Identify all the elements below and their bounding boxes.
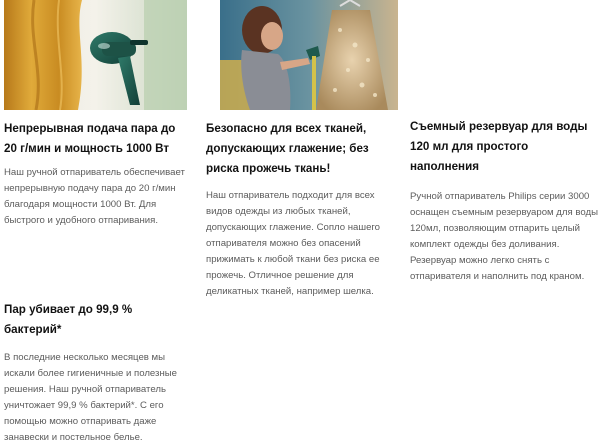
feature-safe-for-fabrics bbox=[206, 0, 386, 300]
feature-description: Наш отпариватель подходит для всех видов одежды из любых тканей, допускающих глажение. Сопло нашего отпаривателя можно без опасений прижимать к любой ткани без риска ее прожечь. Отличное решение для деликатных тканей, например шелка. bbox=[206, 190, 381, 297]
steamer-image bbox=[4, 0, 187, 110]
feature-title: Непрерывная подача пара до 20 г/мин и мощность 1000 Вт bbox=[4, 122, 176, 155]
feature-description: Ручной отпариватель Philips серии 3000 оснащен съемным резервуаром для воды 120мл, позволяющим отпарить целый комплект одежды без доливания. Резервуар можно легко снять с отпаривателя и наполнить под краном. bbox=[410, 191, 598, 282]
woman-steaming-image bbox=[220, 0, 398, 110]
feature-title: Съемный резервуар для воды 120 мл для простого наполнения bbox=[410, 120, 588, 173]
feature-description: Наш ручной отпариватель обеспечивает непрерывную подачу пара до 20 г/мин благодаря мощности 1000 Вт. Для быстрого и удобного отпаривания. bbox=[4, 167, 185, 226]
feature-title: Безопасно для всех тканей, допускающих глажение; без риска прожечь ткань! bbox=[206, 122, 369, 175]
feature-description: В последние несколько месяцев мы искали более гигиеничные и полезные решения. Наш ручной отпариватель уничтожает 99,9 % бактерий*. С его помощью можно отпаривать даже занавески и постельное белье. bbox=[4, 352, 177, 443]
feature-title: Пар убивает до 99,9 % бактерий* bbox=[4, 303, 133, 336]
feature-removable-tank bbox=[410, 0, 598, 285]
feature-kills-bacteria bbox=[4, 300, 190, 446]
feature-continuous-steam bbox=[4, 0, 190, 229]
